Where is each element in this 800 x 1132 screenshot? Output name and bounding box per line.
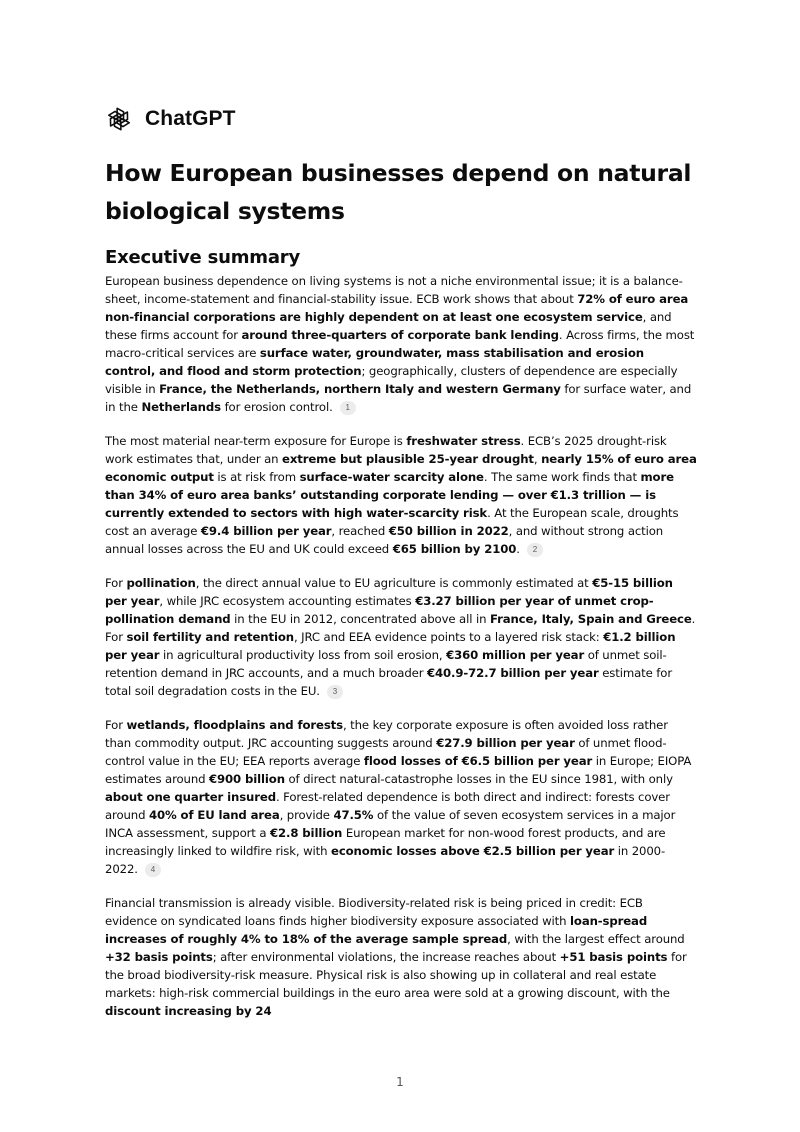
section-heading: Executive summary bbox=[105, 247, 300, 268]
openai-logo-icon bbox=[105, 105, 133, 133]
text-run: For bbox=[105, 576, 127, 590]
citation-badge[interactable]: 1 bbox=[340, 401, 356, 415]
bold-text: discount increasing by 24 bbox=[105, 1004, 272, 1018]
text-run: Financial transmission is already visible. Biodiversity-related risk is being priced in credit: ECB evidence on syndicated loans finds higher biodiversity exposure associated with bbox=[105, 896, 643, 928]
bold-text: €5-15 billion per year bbox=[105, 576, 673, 608]
bold-text: +51 basis points bbox=[559, 950, 668, 964]
bold-text: extreme but plausible 25-year drought bbox=[282, 452, 534, 466]
bold-text: €50 billion in 2022 bbox=[388, 524, 509, 538]
text-run: The most material near-term exposure for Europe is bbox=[105, 434, 407, 448]
bold-text: soil fertility and retention bbox=[126, 630, 294, 644]
body-paragraph bbox=[105, 894, 697, 1020]
bold-text: €2.8 billion bbox=[270, 826, 343, 840]
document-page bbox=[105, 104, 697, 1020]
text-run: for erosion control. bbox=[220, 400, 333, 414]
bold-text: €65 billion by 2100 bbox=[392, 542, 517, 556]
bold-text: flood losses of €6.5 billion per year bbox=[363, 754, 593, 768]
bold-text: €27.9 billion per year bbox=[436, 736, 575, 750]
text-run: , while JRC ecosystem accounting estimates bbox=[159, 594, 416, 608]
text-run: . Across firms, the most macro-critical services are bbox=[105, 328, 695, 360]
bold-text: France, Italy, Spain and Greece bbox=[489, 612, 692, 626]
text-run: , and these firms account for bbox=[105, 310, 672, 342]
bold-text: economic losses above €2.5 billion per year bbox=[331, 844, 615, 858]
text-run: , the key corporate exposure is often avoided loss rather than commodity output. JRC accounting suggests around bbox=[105, 718, 668, 750]
citation-badge[interactable]: 2 bbox=[527, 543, 543, 557]
text-run: estimate for total soil degradation costs in the EU. bbox=[105, 666, 673, 698]
text-run: of the value of seven ecosystem services in a major INCA assessment, support a bbox=[105, 808, 676, 840]
brand-header bbox=[105, 104, 697, 134]
text-run: for the broad biodiversity-risk measure. Physical risk is also showing up in collateral and real estate markets: high-risk commercial buildings in the euro area were sold at a growing discount, with the bbox=[105, 950, 687, 1000]
bold-text: €9.4 billion per year bbox=[200, 524, 332, 538]
brand-name: ChatGPT bbox=[145, 107, 236, 130]
text-run: for surface water, and in the bbox=[105, 382, 692, 414]
text-run: in agricultural productivity loss from soil erosion, bbox=[159, 648, 447, 662]
citation-badge[interactable]: 3 bbox=[327, 685, 343, 699]
text-run: . bbox=[516, 542, 520, 556]
body-paragraphs bbox=[105, 272, 697, 1020]
text-run: in Europe; EIOPA estimates around bbox=[105, 754, 692, 786]
bold-text: surface water, groundwater, mass stabilisation and erosion control, and flood and storm protection bbox=[105, 346, 644, 378]
body-paragraph bbox=[105, 432, 697, 558]
text-run: , with the largest effect around bbox=[507, 932, 685, 946]
bold-text: wetlands, floodplains and forests bbox=[126, 718, 343, 732]
text-run: , the direct annual value to EU agriculture is commonly estimated at bbox=[195, 576, 593, 590]
bold-text: loan-spread increases of roughly 4% to 18% of the average sample spread bbox=[105, 914, 648, 946]
body-paragraph bbox=[105, 716, 697, 878]
page-number: 1 bbox=[396, 1075, 404, 1089]
bold-text: nearly 15% of euro area economic output bbox=[105, 452, 697, 484]
bold-text: freshwater stress bbox=[406, 434, 521, 448]
text-run: , bbox=[533, 452, 542, 466]
text-run: . At the European scale, droughts cost an average bbox=[105, 506, 679, 538]
text-run: , reached bbox=[331, 524, 389, 538]
bold-text: 47.5% bbox=[333, 808, 374, 822]
bold-text: €1.2 billion per year bbox=[105, 630, 676, 662]
text-run: . The same work finds that bbox=[483, 470, 641, 484]
text-run: of unmet soil-retention demand in JRC accounts, and a much broader bbox=[105, 648, 667, 680]
bold-text: Netherlands bbox=[141, 400, 221, 414]
text-run: . For bbox=[105, 612, 696, 644]
bold-text: €3.27 billion per year of unmet crop-pollination demand bbox=[105, 594, 654, 626]
text-run: , provide bbox=[279, 808, 334, 822]
body-paragraph bbox=[105, 272, 697, 416]
bold-text: €40.9-72.7 billion per year bbox=[427, 666, 599, 680]
text-run: is at risk from bbox=[213, 470, 300, 484]
document-title: How European businesses depend on natural biological systems bbox=[105, 159, 692, 225]
text-run: of unmet flood-control value in the EU; EEA reports average bbox=[105, 736, 667, 768]
bold-text: around three-quarters of corporate bank lending bbox=[241, 328, 559, 342]
text-run: European market for non-wood forest products, and are increasingly linked to wildfire risk, with bbox=[105, 826, 666, 858]
bold-text: 40% of EU land area bbox=[148, 808, 280, 822]
bold-text: pollination bbox=[126, 576, 196, 590]
bold-text: 72% of euro area non-financial corporations are highly dependent on at least one ecosystem service bbox=[105, 292, 689, 324]
bold-text: surface-water scarcity alone bbox=[299, 470, 484, 484]
text-run: of direct natural-catastrophe losses in the EU since 1981, with only bbox=[284, 772, 673, 786]
text-run: , and without strong action annual losses across the EU and UK could exceed bbox=[105, 524, 664, 556]
body-paragraph bbox=[105, 574, 697, 700]
bold-text: about one quarter insured bbox=[105, 790, 276, 804]
bold-text: €900 billion bbox=[209, 772, 285, 786]
bold-text: France, the Netherlands, northern Italy and western Germany bbox=[159, 382, 561, 396]
text-run: European business dependence on living systems is not a niche environmental issue; it is a balance-sheet, income-statement and financial-stability issue. ECB work shows that about bbox=[105, 274, 683, 306]
text-run: . Forest-related dependence is both direct and indirect: forests cover around bbox=[105, 790, 670, 822]
text-run: ; geographically, clusters of dependence are especially visible in bbox=[105, 364, 678, 396]
text-run: , JRC and EEA evidence points to a layered risk stack: bbox=[293, 630, 604, 644]
text-run: . ECB’s 2025 drought-risk work estimates that, under an bbox=[105, 434, 667, 466]
citation-badge[interactable]: 4 bbox=[145, 863, 161, 877]
bold-text: €360 million per year bbox=[446, 648, 585, 662]
text-run: For bbox=[105, 718, 127, 732]
bold-text: more than 34% of euro area banks’ outstanding corporate lending — over €1.3 trillion — is currently extended to sectors with high water-scarcity risk bbox=[105, 470, 674, 520]
bold-text: +32 basis points bbox=[105, 950, 213, 964]
text-run: in 2000-2022. bbox=[105, 844, 666, 876]
text-run: in the EU in 2012, concentrated above all in bbox=[230, 612, 490, 626]
text-run: ; after environmental violations, the increase reaches about bbox=[212, 950, 560, 964]
